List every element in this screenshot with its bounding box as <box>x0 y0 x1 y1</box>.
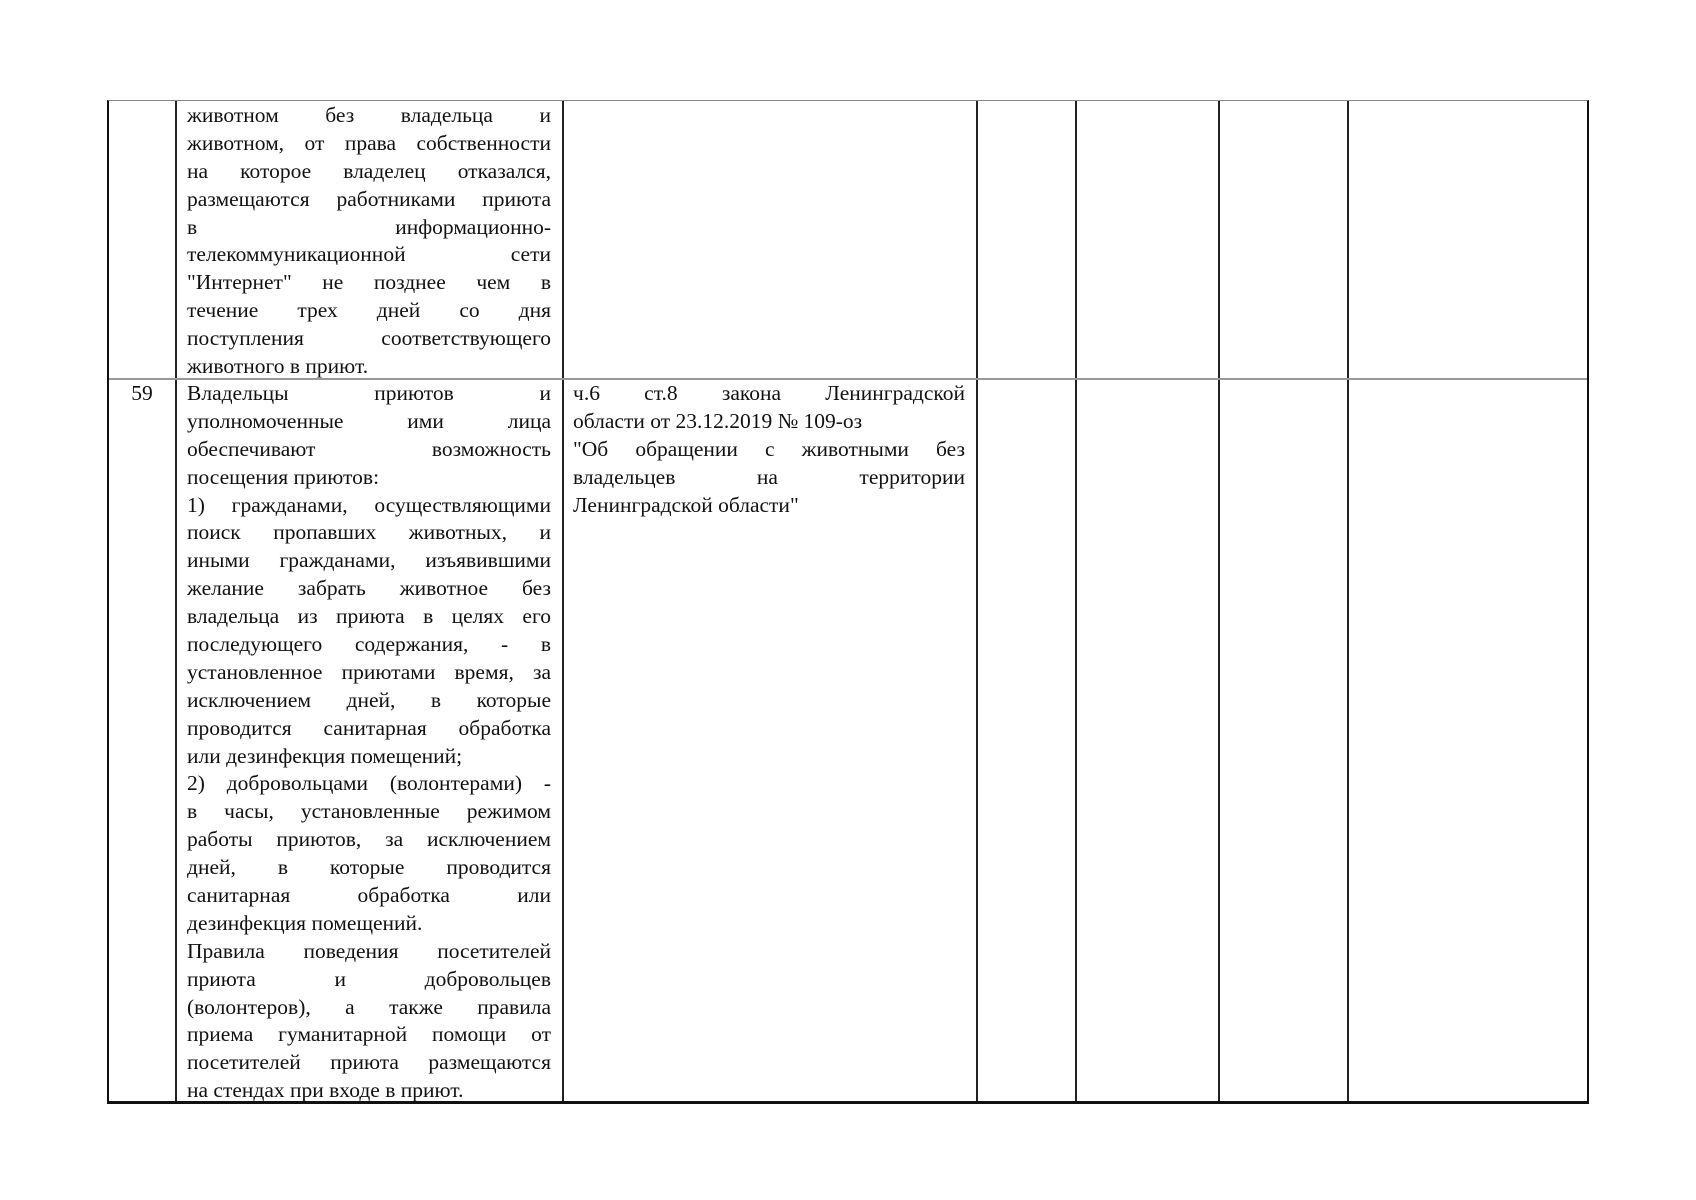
text-line: 1) гражданами, осуществляющими <box>187 492 551 517</box>
text-line: Ленинградской области" <box>573 492 799 517</box>
row-number: 59 <box>131 381 153 405</box>
column-divider <box>562 101 564 1101</box>
column-divider <box>175 101 177 1101</box>
text-line: установленное приютами время, за <box>187 659 551 684</box>
text-line: на которое владелец отказался, <box>187 158 551 183</box>
text-line: животном без владельца и <box>187 103 551 127</box>
column-divider <box>1075 101 1077 1101</box>
text-line: на стендах при входе в приют. <box>187 1078 464 1103</box>
text-line: обеспечивают возможность <box>187 436 551 461</box>
text-line: посетителей приюта размещаются <box>187 1050 551 1075</box>
text-line: посещения приютов: <box>187 464 380 489</box>
text-line: исключением дней, в которые <box>187 687 551 712</box>
text-line: проводится санитарная обработка <box>187 715 551 740</box>
text-line: в информационно- <box>187 214 551 239</box>
text-line: животном, от права собственности <box>187 130 551 155</box>
column-divider <box>1218 101 1220 1101</box>
text-line: поиск пропавших животных, и <box>187 520 551 545</box>
text-line: Правила поведения посетителей <box>187 938 551 963</box>
text-line: дней, в которые проводится <box>187 855 551 880</box>
text-line: санитарная обработка или <box>187 883 551 908</box>
text-line: 2) добровольцами (волонтерами) - <box>187 771 551 796</box>
text-line: желание забрать животное без <box>187 576 551 601</box>
requirement-text <box>187 380 551 1105</box>
text-line: (волонтеров), а также правила <box>187 994 551 1019</box>
text-line: приюта и добровольцев <box>187 966 551 991</box>
text-line: поступления соответствующего <box>187 326 551 351</box>
text-line: животного в приют. <box>187 354 369 379</box>
column-divider <box>976 101 978 1101</box>
text-line: или дезинфекция помещений; <box>187 743 463 768</box>
text-line: уполномоченные ими лица <box>187 408 551 433</box>
text-line: в часы, установленные режимом <box>187 799 551 824</box>
text-line: ч.6 ст.8 закона Ленинградской <box>573 381 965 405</box>
text-line: области от 23.12.2019 № 109-оз <box>573 408 863 433</box>
text-line: телекоммуникационной сети <box>187 242 551 267</box>
text-line: размещаются работниками приюта <box>187 186 551 211</box>
text-line: течение трех дней со дня <box>187 298 551 323</box>
requirements-table <box>107 100 1589 1104</box>
text-line: работы приютов, за исключением <box>187 827 551 852</box>
text-line: владельца из приюта в целях его <box>187 604 551 629</box>
text-line: владельцев на территории <box>573 464 965 489</box>
text-line: "Интернет" не позднее чем в <box>187 270 551 295</box>
text-line: последующего содержания, - в <box>187 632 551 657</box>
text-line: приема гуманитарной помощи от <box>187 1022 551 1047</box>
legal-source-text <box>573 380 965 519</box>
text-line: Владельцы приютов и <box>187 381 551 405</box>
requirement-text <box>187 102 551 381</box>
text-line: иными гражданами, изъявившими <box>187 548 551 573</box>
column-divider <box>1347 101 1349 1101</box>
text-line: дезинфекция помещений. <box>187 910 423 935</box>
text-line: "Об обращении с животными без <box>573 436 965 461</box>
